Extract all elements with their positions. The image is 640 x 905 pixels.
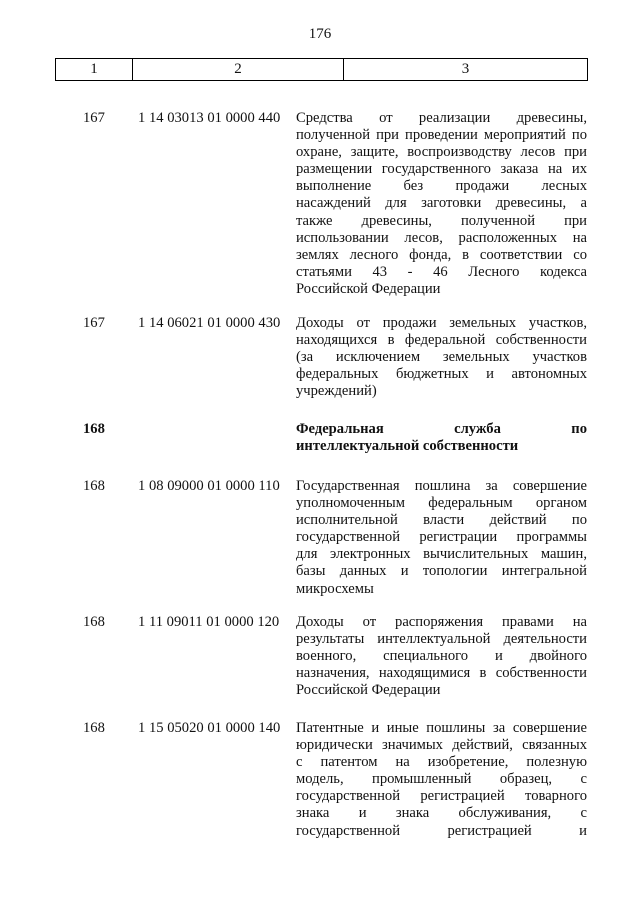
description-line: Средства от реализации древесины, bbox=[296, 110, 587, 126]
row-number: 168 bbox=[83, 720, 105, 736]
budget-code: 1 08 09000 01 0000 110 bbox=[138, 478, 280, 494]
row-number: 167 bbox=[83, 315, 105, 331]
row-number: 168 bbox=[83, 421, 105, 437]
description-line: государственной регистрации программы bbox=[296, 529, 587, 546]
row-number: 167 bbox=[83, 110, 105, 126]
description-line: Доходы от распоряжения правами на bbox=[296, 614, 587, 630]
column-header-3: 3 bbox=[461, 61, 470, 77]
description-line: Доходы от продажи земельных участков, bbox=[296, 315, 587, 331]
description-line: федеральных бюджетных и автономных bbox=[296, 366, 587, 383]
description-line: военного, специального и двойного bbox=[296, 648, 587, 665]
heading-line: интеллектуальной собственности bbox=[296, 438, 519, 455]
description-line: размещении государственного заказа на их bbox=[296, 161, 587, 178]
row-description bbox=[296, 614, 587, 699]
description-line: с патентом на изобретение, полезную bbox=[296, 754, 587, 771]
heading-line: Федеральная служба по bbox=[296, 421, 587, 437]
description-line: Государственная пошлина за совершение bbox=[296, 478, 587, 494]
description-line: находящихся в федеральной собственности bbox=[296, 332, 587, 349]
description-line: для электронных вычислительных машин, bbox=[296, 546, 587, 563]
description-line: учреждений) bbox=[296, 383, 377, 400]
row-description bbox=[296, 110, 587, 298]
budget-code: 1 14 06021 01 0000 430 bbox=[138, 315, 281, 331]
description-line: (за исключением земельных участков bbox=[296, 349, 587, 366]
description-line: Патентные и иные пошлины за совершение bbox=[296, 720, 587, 736]
budget-code: 1 14 03013 01 0000 440 bbox=[138, 110, 281, 126]
description-line: Российской Федерации bbox=[296, 682, 441, 699]
description-line: государственной регистрацией и bbox=[296, 822, 587, 839]
description-line: юридически значимых действий, связанных bbox=[296, 737, 587, 754]
description-line: микросхемы bbox=[296, 580, 374, 597]
description-line: полученной при проведении мероприятий по bbox=[296, 127, 587, 144]
budget-code: 1 11 09011 01 0000 120 bbox=[138, 614, 280, 630]
description-line: результаты интеллектуальной деятельности bbox=[296, 631, 587, 648]
column-header-2: 2 bbox=[133, 59, 344, 80]
row-description bbox=[296, 315, 587, 400]
description-line: насаждений для заготовки древесины, а bbox=[296, 195, 587, 212]
description-line: выполнение без продажи лесных bbox=[296, 178, 587, 195]
description-line: государственной регистрацией товарного bbox=[296, 788, 587, 805]
description-line: модель, промышленный образец, с bbox=[296, 771, 587, 788]
column-header-row bbox=[55, 58, 588, 81]
page-number: 176 bbox=[308, 26, 332, 42]
row-description bbox=[296, 720, 587, 840]
description-line: знака и знака обслуживания, с bbox=[296, 805, 587, 822]
budget-code: 1 15 05020 01 0000 140 bbox=[138, 720, 281, 736]
description-line: охране, защите, воспроизводству лесов при bbox=[296, 144, 587, 161]
row-description bbox=[296, 478, 587, 598]
description-line: также древесины, полученной при bbox=[296, 212, 587, 229]
description-line: статьями 43 - 46 Лесного кодекса bbox=[296, 263, 587, 280]
description-line: Российской Федерации bbox=[296, 280, 441, 297]
description-line: уполномоченным федеральным органом bbox=[296, 495, 587, 512]
description-line: базы данных и топологии интегральной bbox=[296, 563, 587, 580]
column-header-1: 1 bbox=[56, 59, 133, 80]
description-line: назначения, находящимися в собственности bbox=[296, 665, 587, 682]
description-line: землях лесного фонда, в соответствии со bbox=[296, 246, 587, 263]
description-line: использовании лесов, расположенных на bbox=[296, 229, 587, 246]
row-number: 168 bbox=[83, 478, 105, 494]
description-line: исполнительной власти действий по bbox=[296, 512, 587, 529]
row-number: 168 bbox=[83, 614, 105, 630]
section-heading bbox=[296, 421, 587, 455]
